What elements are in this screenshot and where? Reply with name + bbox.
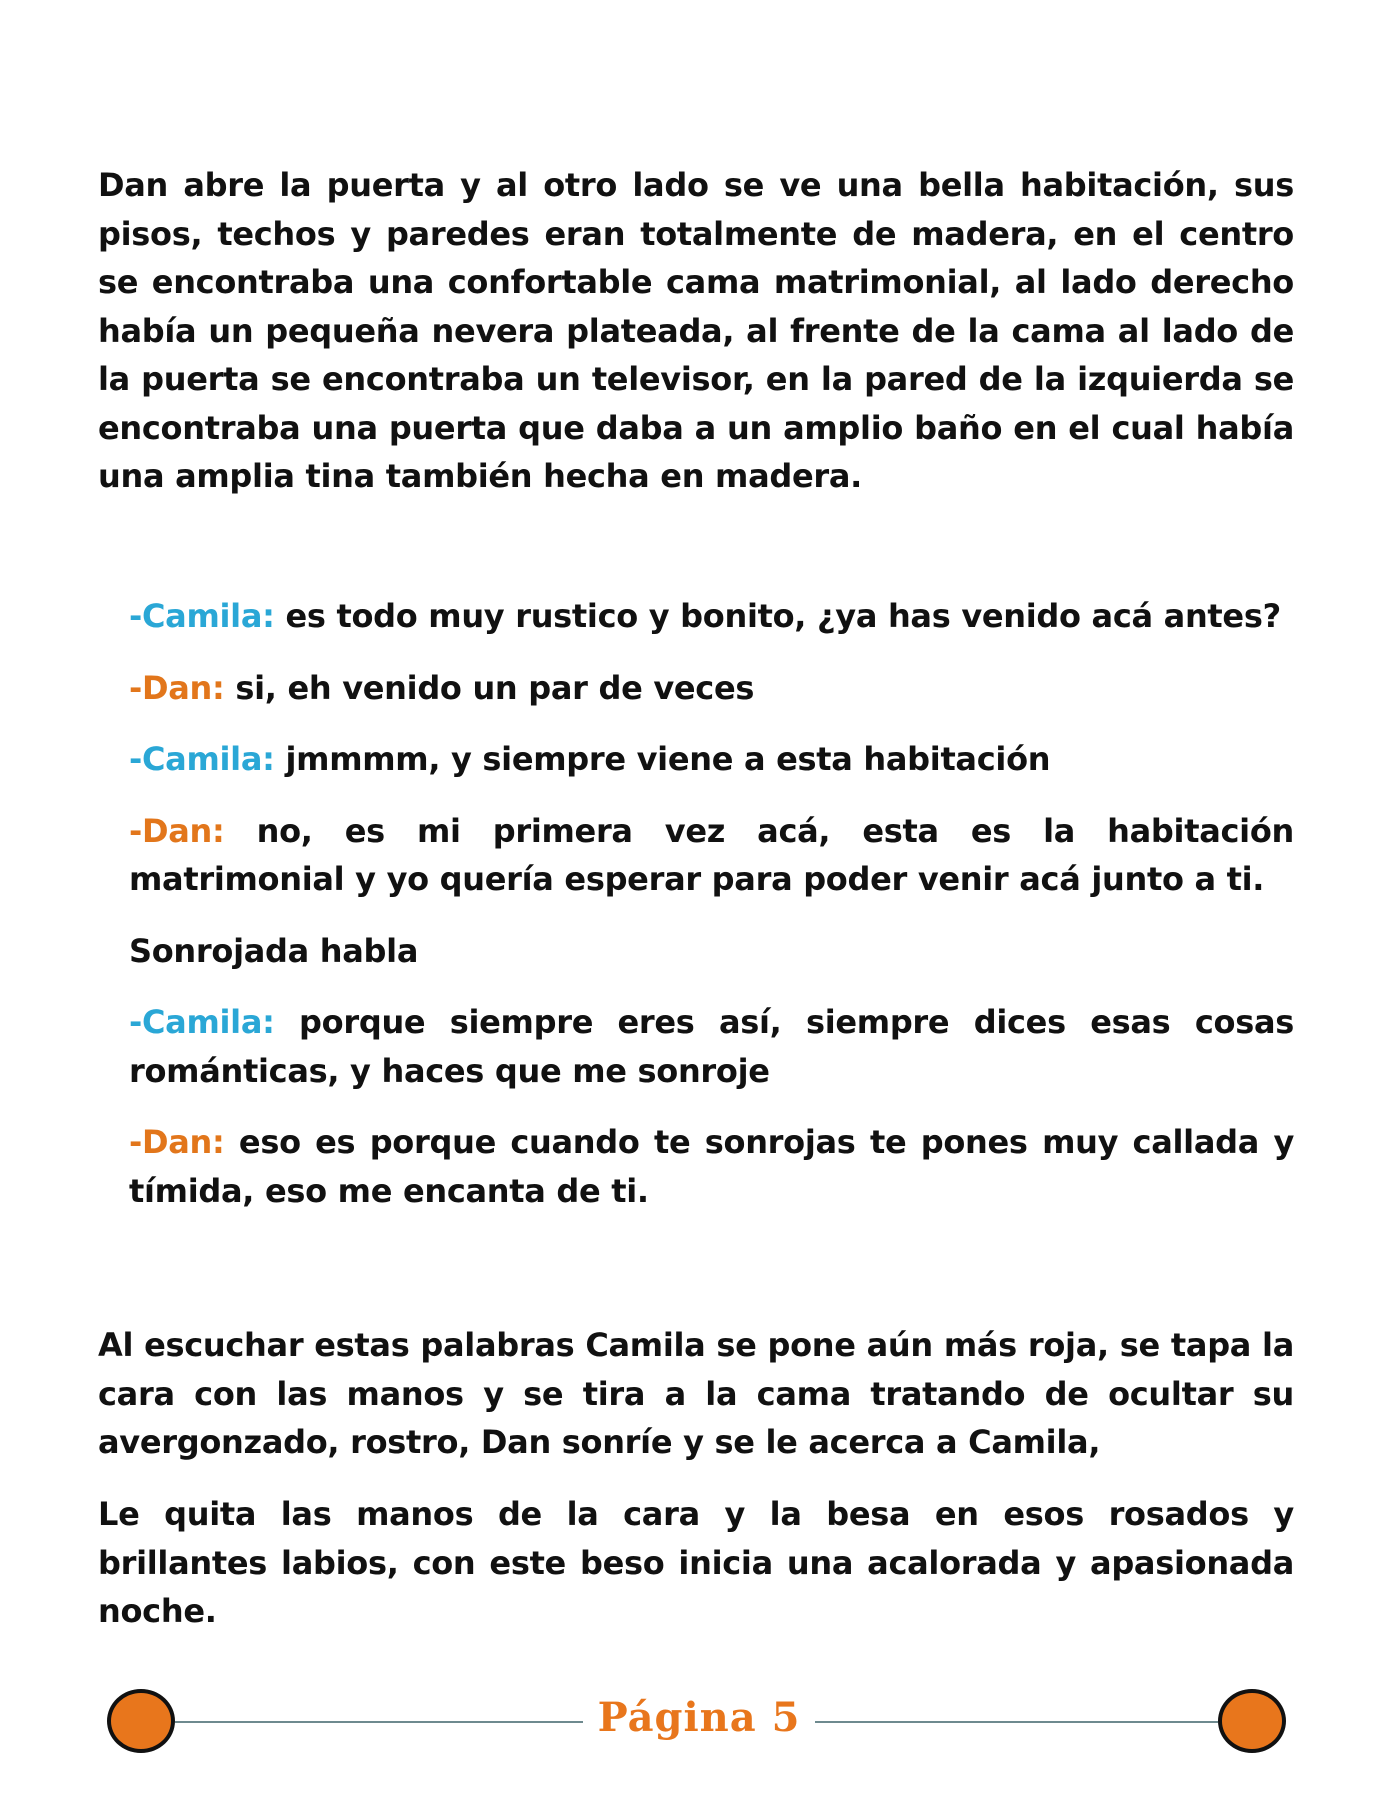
dialogue-line [129, 998, 1294, 1095]
speaker-name: -Camila: [129, 1003, 275, 1041]
orange-circle-ornament [107, 1689, 175, 1753]
page-footer [0, 1686, 1400, 1766]
speaker-name: -Dan: [129, 1123, 225, 1161]
dialogue-block [129, 592, 1294, 1238]
intro-paragraph: Dan abre la puerta y al otro lado se ve una bella habitación, sus pisos, techos y paredes eran totalmente de madera, en el centro se encontraba una confortable cama matrimonial, al lado derecho había un pequeña nevera plateada, al frente de la cama al lado de la puerta se encontraba un televisor, en la pared de la izquierda se encontraba una puerta que daba a un amplio baño en el cual había una amplia tina también hecha en madera. [98, 166, 1294, 495]
speaker-name: -Camila: [129, 597, 275, 635]
narration-text: Sonrojada habla [129, 931, 419, 970]
orange-circle-ornament [1218, 1689, 1286, 1753]
speaker-name: -Dan: [129, 668, 225, 707]
dialogue-line [129, 735, 1294, 784]
dialogue-line [129, 664, 1294, 713]
narration-line [129, 927, 1294, 976]
dialogue-text: no, es mi primera vez acá, esta es la habitación matrimonial y yo quería esperar para poder venir acá junto a ti. [129, 811, 1294, 898]
footer-rule-left [175, 1721, 583, 1723]
dialogue-text: si, eh venido un par de veces [224, 668, 755, 707]
footer-rule-right [815, 1721, 1218, 1723]
dialogue-text: eso es porque cuando te sonrojas te pones muy callada y tímida, eso me encanta de ti. [129, 1123, 1294, 1210]
dialogue-text: porque siempre eres así, siempre dices esas cosas románticas, y haces que me sonroje [129, 1003, 1294, 1090]
closing-paragraph: Al escuchar estas palabras Camila se pone aún más roja, se tapa la cara con las manos y se tira a la cama tratando de ocultar su avergonzado, rostro, Dan sonríe y se le acerca a Camila, [98, 1326, 1294, 1461]
dialogue-line [129, 807, 1294, 904]
dialogue-line [129, 1118, 1294, 1215]
speaker-name: -Dan: [129, 811, 225, 850]
closing-paragraph: Le quita las manos de la cara y la besa en esos rosados y brillantes labios, con este beso inicia una acalorada y apasionada noche. [98, 1495, 1294, 1630]
dialogue-line [129, 592, 1294, 641]
page-number: Página 5 [597, 1694, 801, 1741]
dialogue-text: es todo muy rustico y bonito, ¿ya has venido acá antes? [274, 597, 1281, 635]
dialogue-text: jmmmm, y siempre viene a esta habitación [274, 740, 1051, 778]
speaker-name: -Camila: [129, 740, 275, 778]
